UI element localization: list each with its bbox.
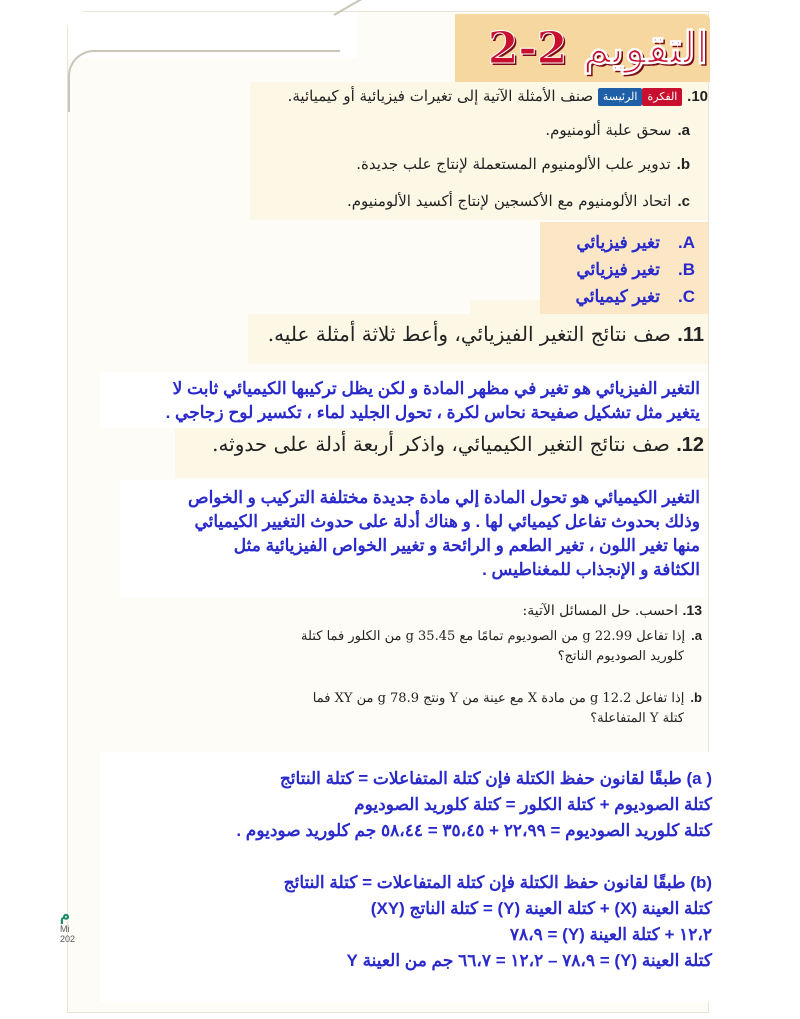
- q13-item-b-line: إذا تفاعل 12.2 g من مادة X مع عينة من Y ونتج 78.9 g من XY فما: [312, 691, 685, 706]
- q10-item-a-letter: a.: [677, 122, 690, 139]
- q11-answer-line: يتغير مثل تشكيل صفيحة نحاس لكرة ، تحول الجليد لماء ، تكسير لوح زجاجي .: [165, 403, 700, 422]
- q13-item-b-line: كتلة Y المتفاعلة؟: [590, 711, 684, 726]
- q11-answer-line: التغير الفيزيائي هو تغير في مظهر المادة و لكن يظل تركيبها الكيميائي ثابت لا: [172, 379, 700, 398]
- q10-answer-c: [495, 287, 695, 307]
- q13-answer-line: (b) طبقًا لقانون حفظ الكتلة فإن كتلة المتفاعلات = كتلة النتائج: [283, 873, 712, 892]
- q10-item-b: [260, 155, 690, 173]
- q13-question: [222, 600, 702, 621]
- q13-number: 13.: [682, 602, 702, 618]
- q13-answer-line: ( a) طبقًا لقانون حفظ الكتلة فإن كتلة المتفاعلات = كتلة النتائج: [279, 769, 712, 788]
- q13-answer-spacer: [92, 844, 712, 870]
- q10-item-c-text: اتحاد الألومنيوم مع الأكسجين لإنتاج أكسيد الألومنيوم.: [347, 192, 672, 210]
- q10-answer-b-text: تغير فيزيائي: [576, 260, 660, 279]
- q10-answer-b-letter: B.: [677, 260, 695, 279]
- q13-item-b-letter: b.: [690, 690, 702, 705]
- q10-number: 10.: [687, 88, 708, 105]
- idea-badge: الفكرة: [642, 88, 682, 106]
- q10-answer-a-text: تغير فيزيائي: [576, 233, 660, 252]
- q10-question: [258, 87, 708, 106]
- q10-answer-a-letter: A.: [677, 233, 695, 252]
- q13-text: احسب. حل المسائل الآتية:: [522, 603, 679, 619]
- q13-answer-block: [92, 766, 712, 974]
- section-title: التقويم 2-2: [487, 23, 708, 74]
- page-corner-curve: [68, 50, 110, 112]
- q13-answer-line: كتلة كلوريد الصوديوم = ٢٢،٩٩ + ٣٥،٤٥ = ٥٨،٤٤ جم كلوريد صوديوم .: [236, 821, 712, 840]
- q10-answer-c-letter: C.: [677, 287, 695, 306]
- logo-line: Mi: [60, 924, 70, 934]
- q10-answer-a: [495, 233, 695, 253]
- q12-answer-line: الكثافة و الإنجذاب للمغناطيس .: [482, 560, 700, 579]
- page-top-edge: [100, 50, 340, 52]
- key-badge: الرئيسة: [598, 88, 643, 106]
- q12-text: صف نتائج التغير الكيميائي، واذكر أربعة أدلة على حدوثه.: [212, 432, 670, 456]
- publisher-logo: [60, 908, 96, 956]
- q12-question: [184, 432, 704, 457]
- q12-answer-line: منها تغير اللون ، تغير الطعم و الرائحة و تغيير الخواص الفيزيائية مثل: [233, 536, 700, 555]
- logo-line: 202: [60, 934, 76, 944]
- logo-glyph: م: [60, 907, 70, 924]
- q10-item-c: [260, 192, 690, 210]
- q11-number: 11.: [677, 324, 704, 346]
- q10-answer-b: [495, 260, 695, 280]
- q10-item-b-text: تدوير علب الألومنيوم المستعملة لإنتاج علب جديدة.: [356, 155, 671, 173]
- q13-item-a-line: إذا تفاعل 22.99 g من الصوديوم تمامًا مع 35.45 g من الكلور فما كتلة: [301, 629, 686, 644]
- q10-answer-c-text: تغير كيميائي: [575, 287, 660, 306]
- q13-answer-line: ١٢،٢ + كتلة العينة (Y) = ٧٨،٩: [509, 925, 712, 944]
- q10-item-a-text: سحق علبة ألومنيوم.: [545, 121, 672, 139]
- q13-item-a-line: كلوريد الصوديوم الناتج؟: [557, 649, 684, 664]
- q13-answer-line: كتلة العينة (Y) = ٧٨،٩ – ١٢،٢ = ٦٦،٧ جم من العينة Y: [346, 951, 712, 970]
- q13-item-a-letter: a.: [691, 628, 702, 643]
- q11-question: [254, 322, 704, 347]
- q10-item-a: [260, 121, 690, 139]
- q10-text: صنف الأمثلة الآتية إلى تغيرات فيزيائية أو كيميائية.: [287, 87, 594, 105]
- q10-item-b-letter: b.: [676, 156, 690, 173]
- q13-answer-line: كتلة الصوديوم + كتلة الكلور = كتلة كلوريد الصوديوم: [354, 795, 712, 814]
- q13-item-b: [232, 688, 702, 729]
- q10-item-c-letter: c.: [677, 193, 690, 210]
- q11-text: صف نتائج التغير الفيزيائي، وأعط ثلاثة أمثلة عليه.: [267, 322, 671, 346]
- q13-item-a: [232, 626, 702, 667]
- q13-answer-line: كتلة العينة (X) + كتلة العينة (Y) = كتلة الناتج (XY): [370, 899, 712, 918]
- q12-answer-line: وذلك بحدوث تفاعل كيميائي لها . و هناك أدلة على حدوث التغيير الكيميائي: [194, 512, 700, 531]
- q12-number: 12.: [676, 434, 704, 456]
- q12-answer-line: التغير الكيميائي هو تحول المادة إلي مادة جديدة مختلفة التركيب و الخواص: [188, 488, 700, 507]
